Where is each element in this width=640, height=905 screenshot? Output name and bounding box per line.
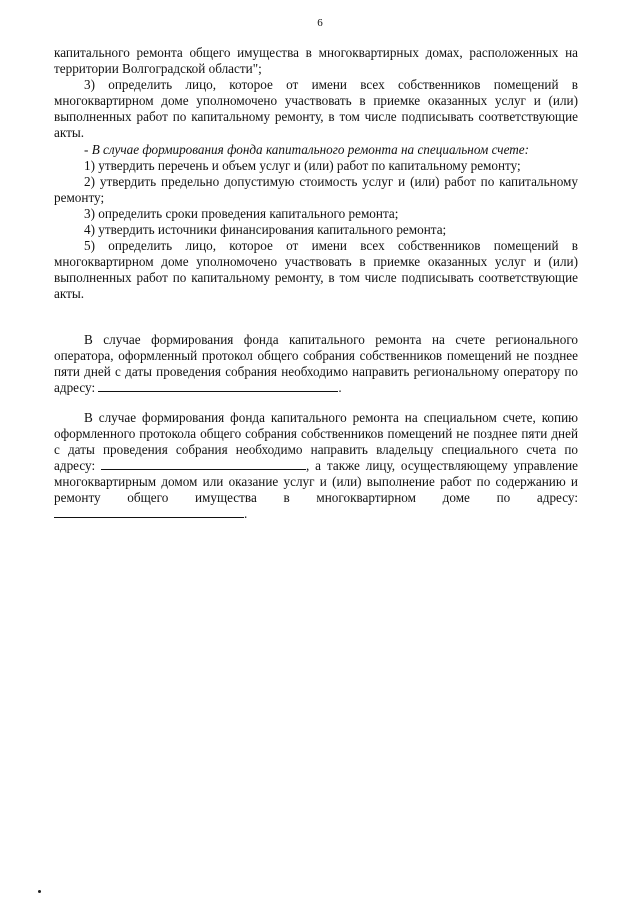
- period: .: [338, 379, 342, 395]
- special-item-5: 5) определить лицо, которое от имени всех собственников помещений в многоквартирном доме уполномочено участвовать в приемке оказанных услуг и (или) выполненных работ по капитальному ремонту, в том числе подписывать соответствующие акты.: [54, 238, 578, 302]
- special-account-paragraph: [54, 410, 578, 523]
- regional-operator-text: В случае формирования фонда капитального ремонта на счете регионального оператора, оформленный протокол общего собрания собственников помещений не позднее пяти дней с даты проведения собрания необходимо направить региональному оператору по адресу:: [54, 331, 578, 395]
- item-3-responsible-person: 3) определить лицо, которое от имени всех собственников помещений в многоквартирном доме уполномочено участвовать в приемке оказанных услуг и (или) выполненных работ по капитальному ремонту, в том числе подписывать соответствующие акты.: [54, 77, 578, 141]
- page-number: 6: [317, 17, 323, 29]
- special-account-heading: - В случае формирования фонда капитального ремонта на специальном счете:: [84, 141, 530, 157]
- special-item-4: 4) утвердить источники финансирования капитального ремонта;: [84, 222, 447, 238]
- scan-speck: [38, 890, 41, 893]
- special-account-text-2: , а также лицу, осуществляющему управление многоквартирным домом или оказание услуг и (или) выполнение работ по содержанию и ремонту общего имущества в многоквартирном доме по адресу:: [54, 458, 579, 506]
- document-body: [54, 45, 578, 523]
- period: .: [244, 506, 248, 522]
- special-item-2: 2) утвердить предельно допустимую стоимость услуг и (или) работ по капитальному ремонту;: [54, 173, 578, 205]
- regional-address-blank: [98, 380, 338, 392]
- special-account-text-1: В случае формирования фонда капитального ремонта на специальном счете, копию оформленного протокола общего собрания собственников помещений не позднее пяти дней с даты проведения собрания необходимо направить владельцу специального счета по адресу:: [54, 409, 578, 474]
- special-account-address-blank: [101, 458, 306, 470]
- paragraph-continuation: капитального ремонта общего имущества в многоквартирных домах, расположенных на территории Волгоградской области";: [54, 45, 578, 77]
- regional-operator-paragraph: [54, 332, 578, 396]
- special-item-1: 1) утвердить перечень и объем услуг и (или) работ по капитальному ремонту;: [84, 157, 521, 173]
- management-address-blank: [54, 506, 244, 518]
- special-item-3: 3) определить сроки проведения капитального ремонта;: [84, 205, 399, 221]
